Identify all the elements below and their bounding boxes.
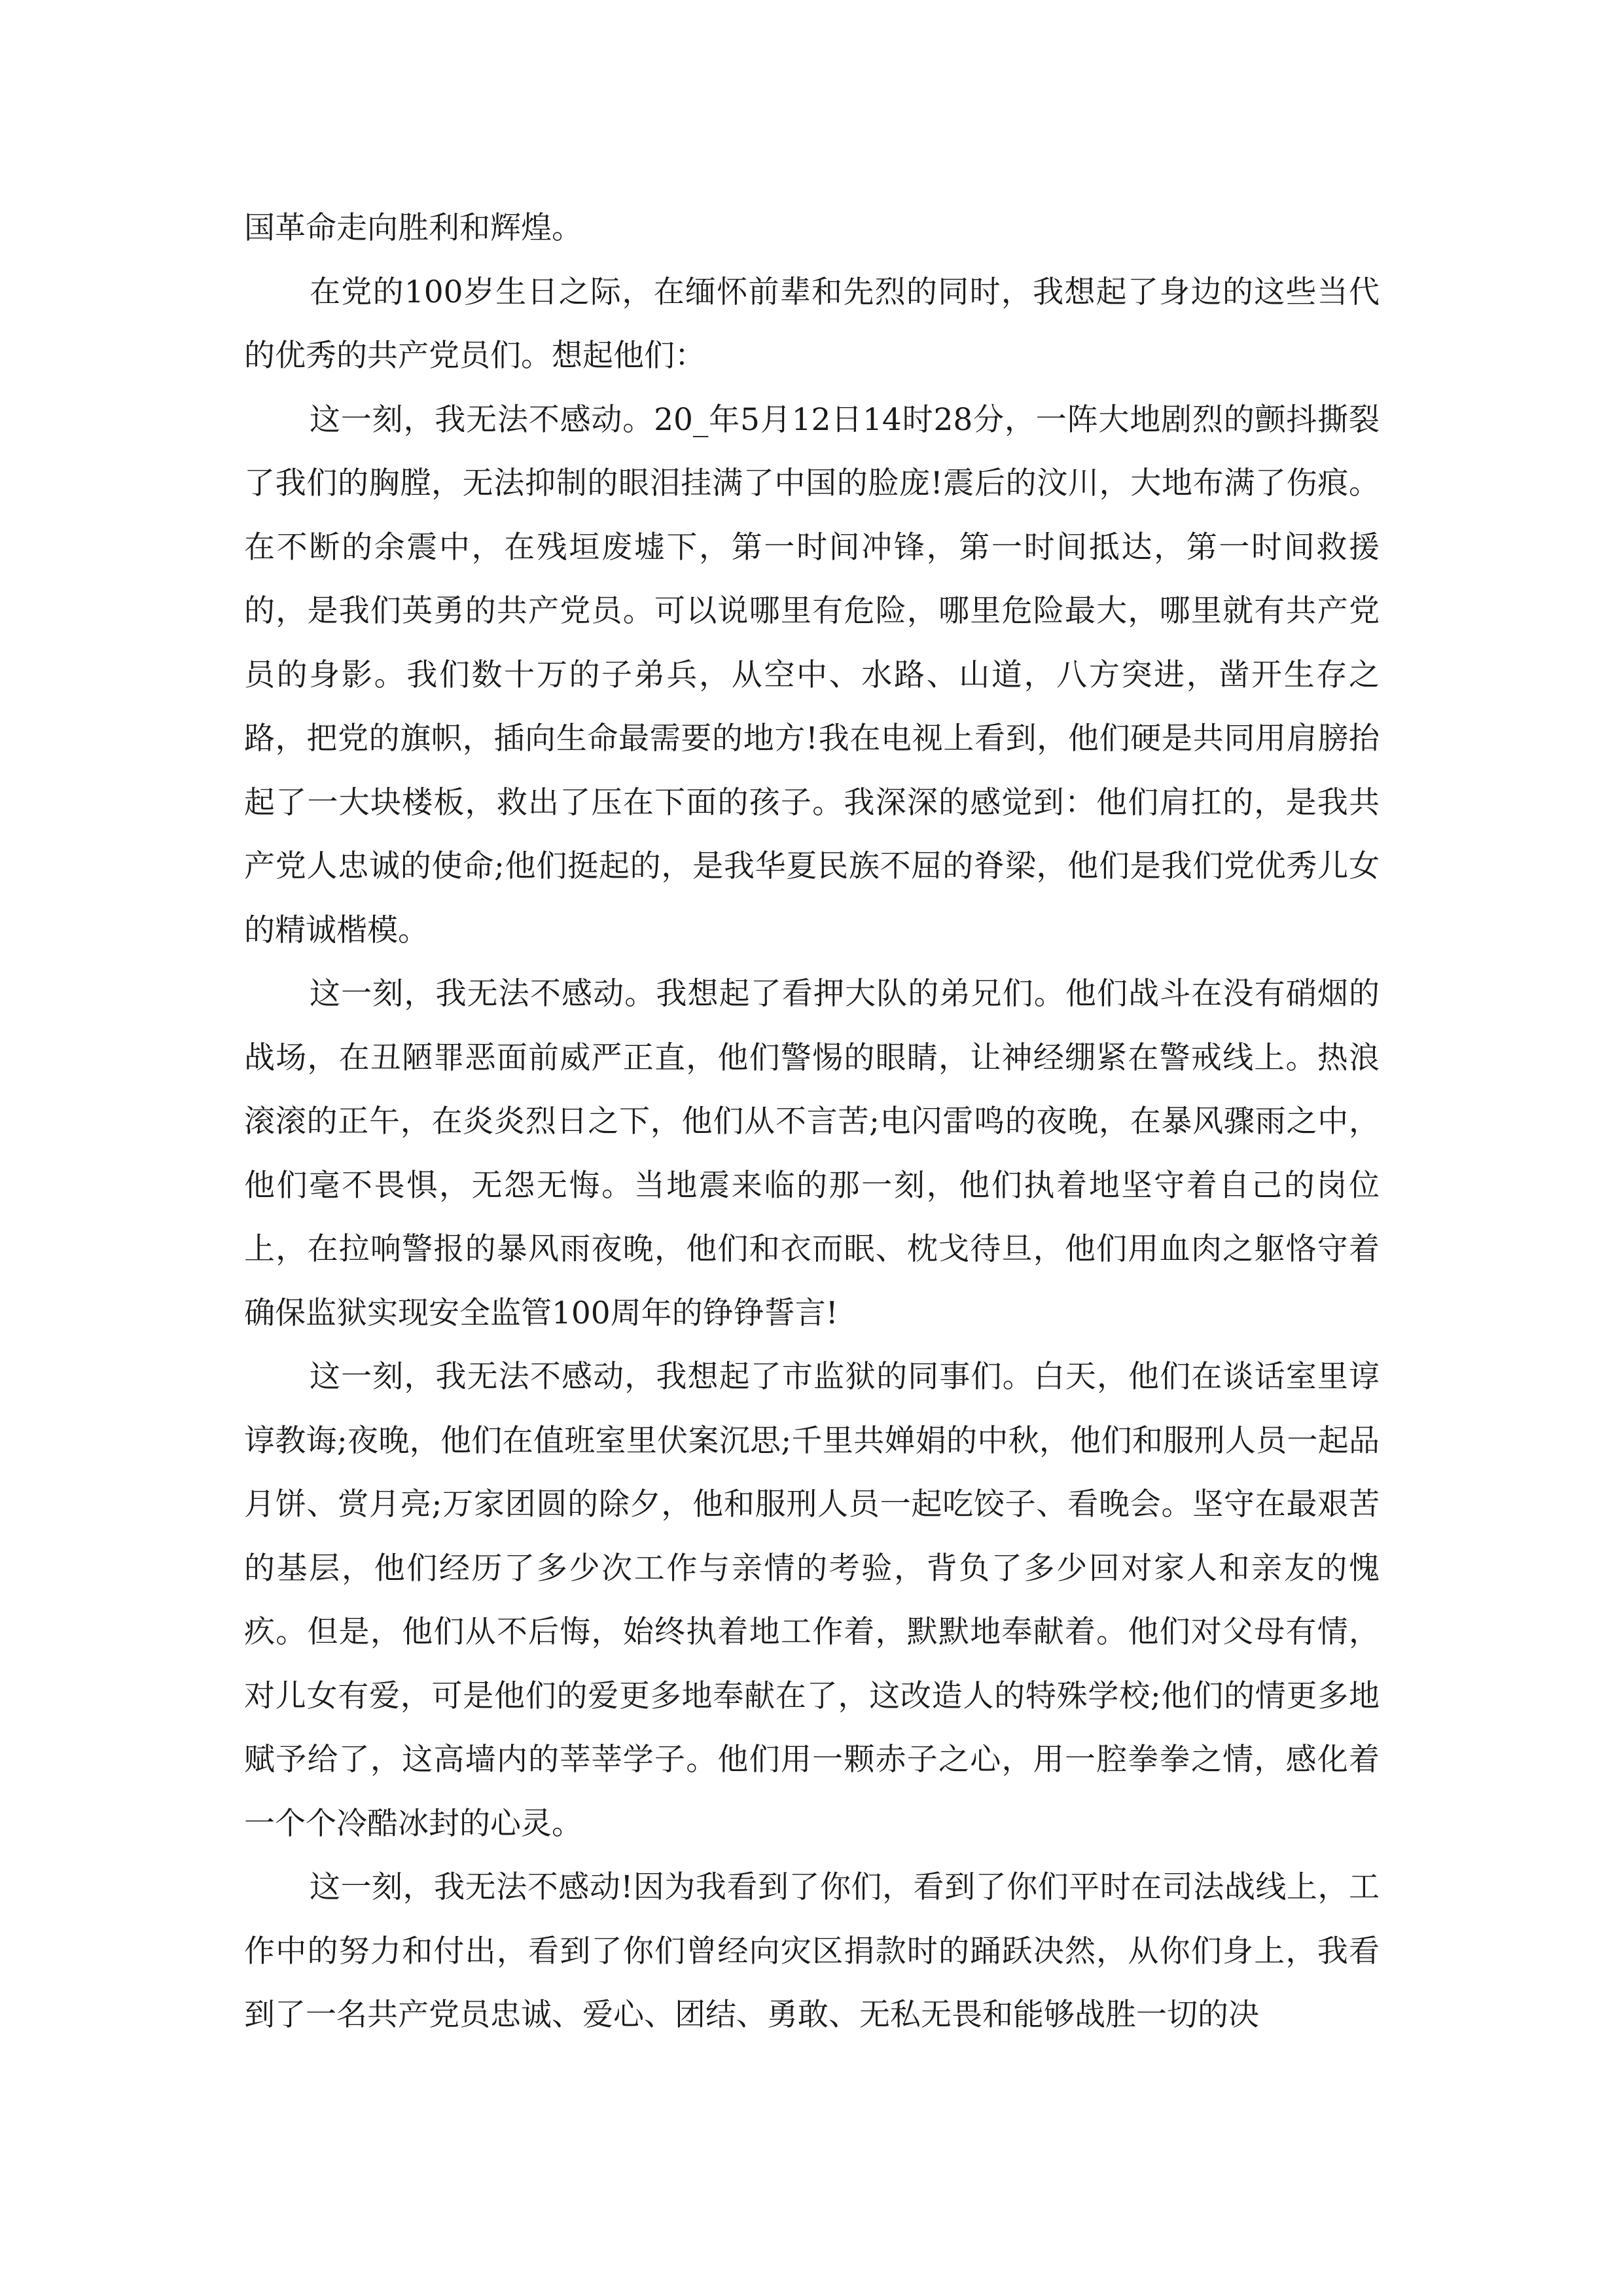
paragraph-judicial-front: 这一刻，我无法不感动!因为我看到了你们，看到了你们平时在司法战线上，工作中的努力和付出，看到了你们曾经向灾区捐款时的踊跃决然，从你们身上，我看到了一名共产党员忠诚、爱心、团结、勇敢、无私无畏和能够战胜一切的决 [244,1869,1380,2033]
paragraph-party-birthday: 在党的100岁生日之际，在缅怀前辈和先烈的同时，我想起了身边的这些当代的优秀的共产党员们。想起他们： [244,274,1380,374]
paragraph-continuation: 国革命走向胜利和辉煌。 [244,210,582,246]
paragraph-earthquake: 这一刻，我无法不感动。20_年5月12日14时28分，一阵大地剧烈的颤抖撕裂了我们的胸膛，无法抑制的眼泪挂满了中国的脸庞!震后的汶川，大地布满了伤痕。在不断的余震中，在残垣废墟下，第一时间冲锋，第一时间抵达，第一时间救援的，是我们英勇的共产党员。可以说哪里有危险，哪里危险最大，哪里就有共产党员的身影。我们数十万的子弟兵，从空中、水路、山道，八方突进，凿开生存之路，把党的旗帜，插向生命最需要的地方!我在电视上看到，他们硬是共同用肩膀抬起了一大块楼板，救出了压在下面的孩子。我深深的感觉到：他们肩扛的，是我共产党人忠诚的使命;他们挺起的，是我华夏民族不屈的脊梁，他们是我们党优秀儿女的精诚楷模。 [244,401,1380,948]
body-text [244,196,1380,2047]
paragraph-prison-colleagues: 这一刻，我无法不感动，我想起了市监狱的同事们。白天，他们在谈话室里谆谆教诲;夜晚，他们在值班室里伏案沉思;千里共婵娟的中秋，他们和服刑人员一起品月饼、赏月亮;万家团圆的除夕，他和服刑人员一起吃饺子、看晚会。坚守在最艰苦的基层，他们经历了多少次工作与亲情的考验，背负了多少回对家人和亲友的愧疚。但是，他们从不后悔，始终执着地工作着，默默地奉献着。他们对父母有情，对儿女有爱，可是他们的爱更多地奉献在了，这改造人的特殊学校;他们的情更多地赋予给了，这高墙内的莘莘学子。他们用一颗赤子之心，用一腔拳拳之情，感化着一个个冷酷冰封的心灵。 [244,1359,1380,1842]
paragraph-guard-brigade: 这一刻，我无法不感动。我想起了看押大队的弟兄们。他们战斗在没有硝烟的战场，在丑陋罪恶面前威严正直，他们警惕的眼睛，让神经绷紧在警戒线上。热浪滚滚的正午，在炎炎烈日之下，他们从不言苦;电闪雷鸣的夜晚，在暴风骤雨之中，他们毫不畏惧，无怨无悔。当地震来临的那一刻，他们执着地坚守着自己的岗位上，在拉响警报的暴风雨夜晚，他们和衣而眠、枕戈待旦，他们用血肉之躯恪守着确保监狱实现安全监管100周年的铮铮誓言! [244,976,1380,1331]
